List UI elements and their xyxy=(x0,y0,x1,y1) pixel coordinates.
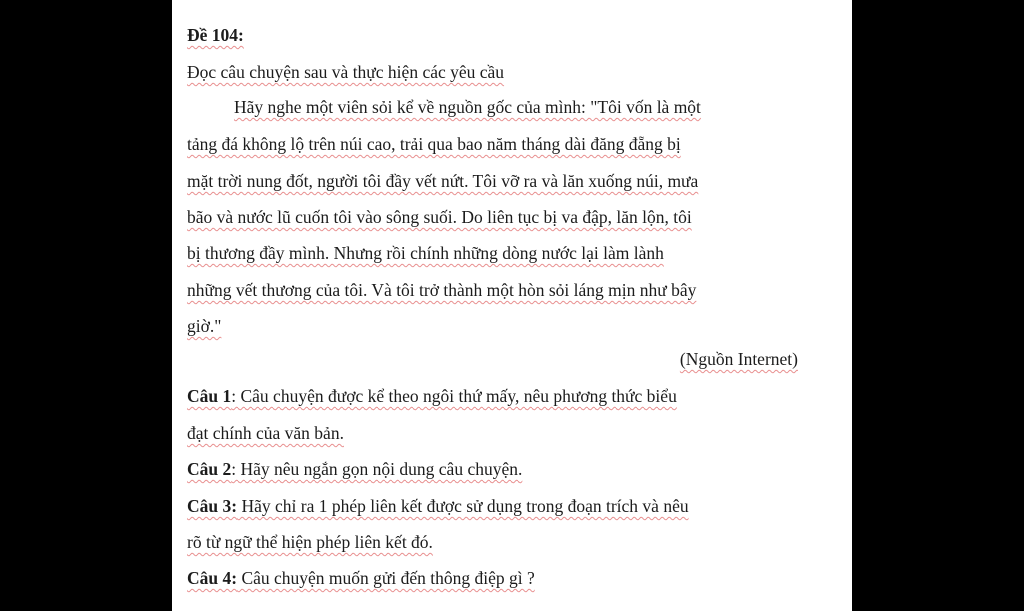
passage-line: tảng đá không lộ trên núi cao, trải qua bao năm tháng dài đăng đẵng bị xyxy=(187,134,681,154)
question-label: Câu 2 xyxy=(187,459,232,479)
question-3-continued: rõ từ ngữ thể hiện phép liên kết đó. xyxy=(187,532,433,552)
question-text: : Câu chuyện được kể theo ngôi thứ mấy, nêu phương thức biểu xyxy=(231,386,677,406)
passage-line: mặt trời nung đốt, người tôi đầy vết nứt. Tôi vỡ ra và lăn xuống núi, mưa xyxy=(187,171,699,191)
document-page xyxy=(172,0,852,611)
question-4 xyxy=(187,567,535,589)
question-text: Câu chuyện muốn gửi đến thông điệp gì ? xyxy=(237,568,535,588)
question-2 xyxy=(187,458,522,480)
question-label: Câu 1 xyxy=(187,386,232,406)
document-title: Đề 104: xyxy=(187,25,244,45)
question-label: Câu 4: xyxy=(187,568,238,588)
passage-line: những vết thương của tôi. Và tôi trở thành một hòn sỏi láng mịn như bây xyxy=(187,280,697,300)
question-1-continued: đạt chính của văn bản. xyxy=(187,423,344,443)
question-text: : Hãy nêu ngắn gọn nội dung câu chuyện. xyxy=(231,459,523,479)
question-3 xyxy=(187,495,689,517)
source-citation: (Nguồn Internet) xyxy=(679,349,798,369)
passage-line: giờ." xyxy=(187,316,222,336)
instruction-text: Đọc câu chuyện sau và thực hiện các yêu cầu xyxy=(187,62,505,82)
passage-line: bão và nước lũ cuốn tôi vào sông suối. Do liên tục bị va đập, lăn lộn, tôi xyxy=(187,207,692,227)
passage-line: bị thương đầy mình. Nhưng rồi chính những dòng nước lại làm lành xyxy=(187,243,664,263)
question-label: Câu 3: xyxy=(187,496,238,516)
question-text: Hãy chỉ ra 1 phép liên kết được sử dụng trong đoạn trích và nêu xyxy=(237,496,689,516)
question-1 xyxy=(187,385,677,407)
passage-line: Hãy nghe một viên sỏi kể về nguồn gốc của mình: "Tôi vốn là một xyxy=(234,97,701,117)
